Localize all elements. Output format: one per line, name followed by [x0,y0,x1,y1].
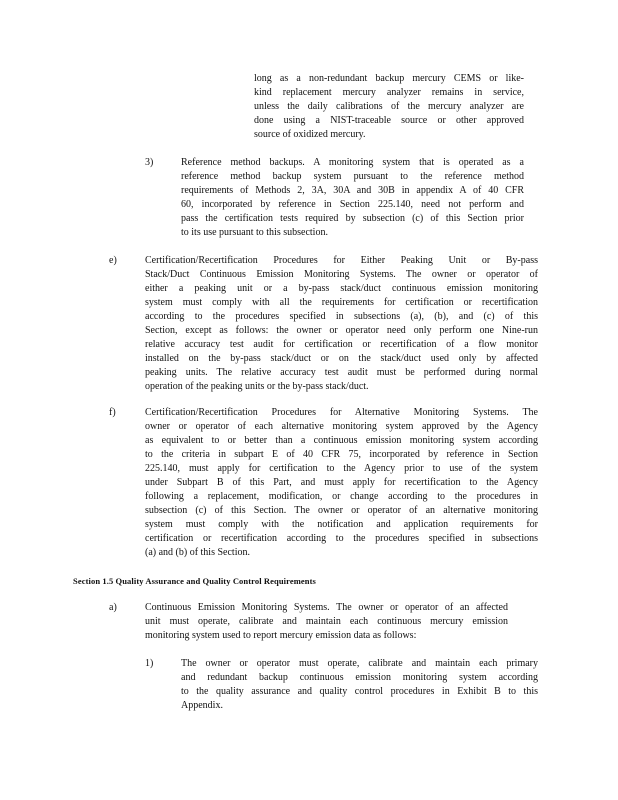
item-3-label: 3) [145,157,154,168]
text-line: 60, incorporated by reference in Section 225.140, need not perform and [181,199,524,210]
text-line: reference method backup system pursuant to the reference method [181,171,524,182]
text-line: certification or recertification according to the procedures specified in subsections [145,533,538,544]
text-line: requirements of Methods 2, 3A, 30A and 30B in appendix A of 40 CFR [181,185,524,196]
text-line: Certification/Recertification Procedures for Alternative Monitoring Systems. The [145,407,538,418]
text-line: unless the daily calibrations of the mercury analyzer are [254,101,524,112]
section-heading: Section 1.5 Quality Assurance and Quality Control Requirements [73,576,316,586]
text-line: system must comply with the notification and application requirements for [145,519,538,530]
text-line: installed on the by-pass stack/duct or on the stack/duct used only by affected [145,353,538,364]
text-line: Continuous Emission Monitoring Systems. The owner or operator of an affected [145,602,508,613]
text-line: following a replacement, modification, or change according to the procedures in [145,491,538,502]
text-line: Appendix. [181,700,223,711]
item-3-paragraph [181,156,524,240]
text-line: according to the procedures specified in subsections (a), (b), and (c) of this [145,311,538,322]
text-line: subsection (c) of this Section. The owner or operator of an alternative monitoring [145,505,538,516]
text-line: to the criteria in subpart E of 40 CFR 75, incorporated by reference in Section [145,449,538,460]
text-line: Certification/Recertification Procedures for Either Peaking Unit or By-pass [145,255,538,266]
text-line: as equivalent to or better than a continuous emission monitoring system according [145,435,538,446]
text-line: to its use pursuant to this subsection. [181,227,328,238]
continuation-paragraph [254,72,524,142]
text-line: Reference method backups. A monitoring system that is operated as a [181,157,524,168]
text-line: either a peaking unit or a by-pass stack/duct continuous emission monitoring [145,283,538,294]
text-line: operation of the peaking units or the by-pass stack/duct. [145,381,369,392]
item-a1-paragraph [181,657,538,713]
text-line: The owner or operator must operate, calibrate and maintain each primary [181,658,538,669]
text-line: peaking units. The relative accuracy test audit must be performed during normal [145,367,538,378]
text-line: to the quality assurance and quality control procedures in Exhibit B to this [181,686,538,697]
text-line: source of oxidized mercury. [254,129,366,140]
text-line: (a) and (b) of this Section. [145,547,250,558]
text-line: under Subpart B of this Part, and must apply for recertification to the Agency [145,477,538,488]
text-line: relative accuracy test audit for certification or recertification of a flow monitor [145,339,538,350]
text-line: kind replacement mercury analyzer remains in service, [254,87,524,98]
text-line: done using a NIST-traceable source or other approved [254,115,524,126]
item-a-label: a) [109,602,117,613]
text-line: unit must operate, calibrate and maintain each continuous mercury emission [145,616,508,627]
text-line: Section, except as follows: the owner or operator need only perform one Nine-run [145,325,538,336]
text-line: long as a non-redundant backup mercury CEMS or like- [254,73,524,84]
text-line: Stack/Duct Continuous Emission Monitoring Systems. The owner or operator of [145,269,538,280]
item-a-paragraph [145,601,508,643]
item-e-paragraph [145,254,538,394]
text-line: owner or operator of each alternative monitoring system approved by the Agency [145,421,538,432]
item-f-label: f) [109,407,116,418]
text-line: 225.140, must apply for certification to the Agency prior to use of the system [145,463,538,474]
item-f-paragraph [145,406,538,560]
text-line: system must comply with all the requirements for certification or recertification [145,297,538,308]
text-line: pass the certification tests required by subsection (c) of this Section prior [181,213,524,224]
text-line: and redundant backup continuous emission monitoring system according [181,672,538,683]
item-a1-label: 1) [145,658,154,669]
item-e-label: e) [109,255,117,266]
text-line: monitoring system used to report mercury emission data as follows: [145,630,417,641]
